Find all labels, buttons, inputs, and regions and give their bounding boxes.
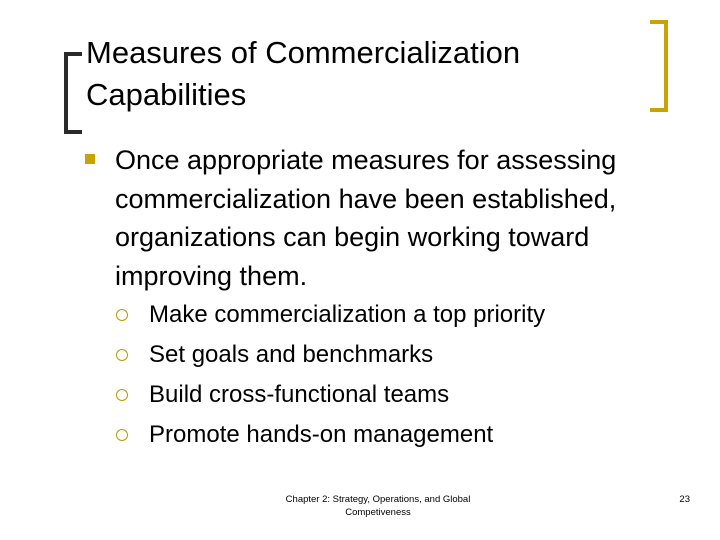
slide-title-line1: Measures of Commercialization — [86, 35, 521, 70]
sub-bullet-item — [115, 376, 675, 416]
slide-footer: Chapter 2: Strategy, Operations, and Global Competiveness — [285, 494, 471, 518]
square-bullet-icon — [85, 154, 95, 164]
sub-bullet-text: Build cross-functional teams — [149, 381, 450, 408]
sub-bullet-text: Make commercialization a top priority — [149, 301, 546, 328]
sub-bullet-text: Set goals and benchmarks — [149, 341, 434, 368]
circle-bullet-icon — [116, 429, 128, 441]
sub-bullet-item — [115, 336, 675, 376]
slide-title-line2: Capabilities — [86, 77, 247, 112]
sub-bullet-item — [115, 416, 675, 456]
sub-bullet-text: Promote hands-on management — [149, 421, 494, 448]
circle-bullet-icon — [116, 389, 128, 401]
title-bracket-right — [650, 20, 668, 112]
circle-bullet-icon — [116, 309, 128, 321]
circle-bullet-icon — [116, 349, 128, 361]
slide-title — [86, 32, 646, 116]
sub-bullet-list — [115, 296, 675, 456]
title-bracket-left — [64, 52, 82, 134]
page-number: 23 — [679, 494, 690, 505]
sub-bullet-item — [115, 296, 675, 336]
main-bullet-text: Once appropriate measures for assessing commercialization have been established, organizations can begin working toward improving them. — [115, 145, 617, 291]
